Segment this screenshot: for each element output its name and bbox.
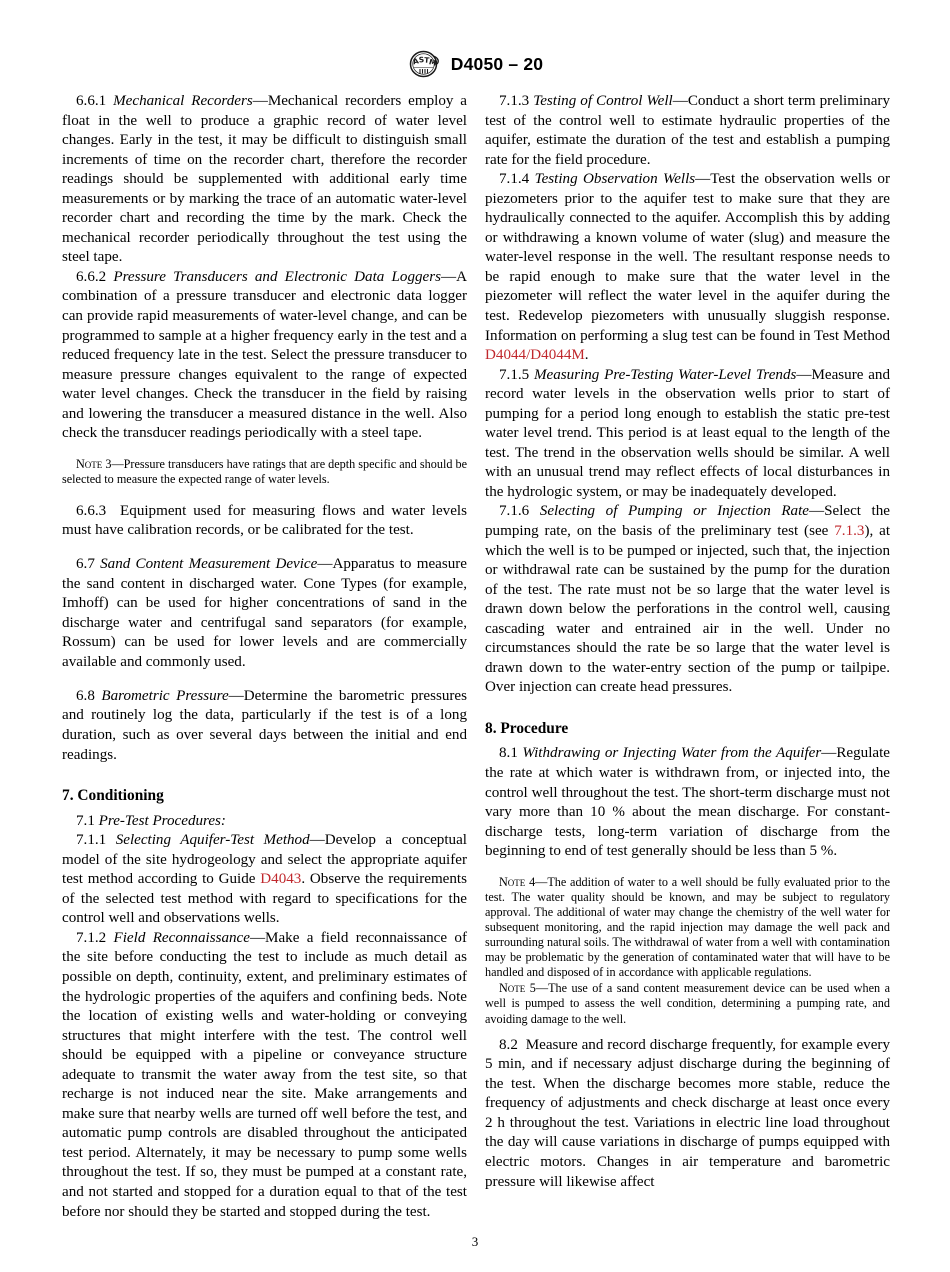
clause-number: 7.1.1 bbox=[76, 832, 107, 849]
note-4 bbox=[485, 875, 890, 981]
clause-text: —Determine the barometric pressures and routinely log the data, particularly if the test is of a long duration, such as over several days between the initial and end readings. bbox=[62, 687, 467, 763]
clause-text: —Mechanical recorders employ a float in the well to produce a graphic record of water level changes. Early in the test, it may be difficult to distinguish small increments of time on the recorder chart, therefore the recorder readings should be supplemented with additional early time measurements or by marking the trace of an automatic water-level recorder chart and recording the time by the mark. Check the mechanical recorder periodically throughout the test using the steel tape. bbox=[62, 93, 468, 266]
clause-number: 8.1 bbox=[499, 745, 518, 762]
note-number: 3 bbox=[105, 456, 112, 471]
paragraph-7-1-4 bbox=[485, 170, 890, 365]
note-number: 4 bbox=[529, 874, 536, 889]
note-3 bbox=[62, 457, 467, 487]
clause-title: Field Reconnaissance bbox=[113, 929, 250, 946]
link-d4043[interactable]: D4043 bbox=[260, 871, 302, 888]
note-label: Note bbox=[76, 456, 103, 471]
clause-number: 7.1.6 bbox=[499, 503, 530, 520]
clause-text: —Conduct a short term preliminary test of the control well to estimate hydraulic properties of the aquifer, estimate the duration of the test and establish a pumping rate for the field procedure. bbox=[485, 93, 890, 168]
clause-number: 6.6.2 bbox=[76, 268, 107, 285]
link-d4044-d4044m[interactable]: D4044/D4044M bbox=[485, 347, 585, 364]
clause-number: 8.2 bbox=[499, 1036, 518, 1053]
clause-title: Pre-Test Procedures: bbox=[98, 812, 226, 829]
paragraph-7-1-1 bbox=[62, 831, 467, 929]
note-label: Note bbox=[499, 874, 526, 889]
note-number: 5 bbox=[529, 981, 536, 996]
note-text: —The use of a sand content measurement device can be used when a well is pumped to assess the well condition, determining a pumping rate, and avoiding damage to the well. bbox=[485, 981, 891, 1026]
paragraph-7-1-5 bbox=[485, 366, 890, 503]
page-number: 3 bbox=[471, 1234, 479, 1249]
clause-title: Measuring Pre-Testing Water-Level Trends bbox=[533, 366, 797, 383]
clause-text: —Regulate the rate at which water is withdrawn from, or injected into, the control well throughout the test. The short-term discharge must not vary more than 10 % about the mean discharge. For constant-discharge tests, long-term variation of discharge from the beginning to end of test generally should be less than 5 %. bbox=[485, 745, 890, 860]
link-clause-7-1-3[interactable]: 7.1.3 bbox=[834, 523, 865, 540]
clause-text: —Make a field reconnaissance of the site before conducting the test to include as much detail as possible on depth, continuity, extent, and preliminary estimates of the hydrologic properties of the aquifers and confining beds. Note the location of existing wells and water-holding or conveying structures that might interfere with the test. The control well should be equipped with a pipeline or conveyance structure adequate to transmit the water away from the test site, so that recharge is not induced near the site. Make arrangements and make sure that nearby wells are turned off well before the test, and automatic pump controls are disabled throughout the anticipated test period. Alternately, it may be necessary to pump some wells throughout the test. If so, they must be pumped at a constant rate, and not started and stopped for a duration equal to that of the test before nor should they be started and stopped during the test. bbox=[62, 929, 467, 1220]
clause-text: Measure and record discharge frequently, for example every 5 min, and if necessary adjust discharge during the beginning of the test. When the discharge becomes more stable, reduce the frequency of adjustments and check discharge at least once every 2 h throughout the test. Variations in electric line load throughout the day will cause variations in discharge of pumps equipped with electric motors. Changes in air temperature and barometric pressure will likewise affect bbox=[485, 1036, 891, 1190]
svg-text:T: T bbox=[423, 55, 430, 65]
clause-title: Testing Observation Wells bbox=[534, 171, 696, 188]
clause-text: Equipment used for measuring flows and water levels must have calibration records, or be calibrated for the test. bbox=[62, 502, 467, 539]
clause-title: Selecting of Pumping or Injection Rate bbox=[539, 503, 809, 520]
clause-text: —A combination of a pressure transducer and electronic data logger can provide rapid measurements of water-level change, and can be programmed to sample at a higher frequency early in the test and a reduced frequency late in the test. Select the pressure transducer to measure pressure changes equivalent to the range of expected water level changes. Check the transducer in the field by raising and lowering the transducer a measured distance in the well. Also check the transducer readings periodically with a steel tape. bbox=[62, 268, 467, 442]
clause-title: Pressure Transducers and Electronic Data Loggers bbox=[113, 268, 441, 285]
clause-title: Sand Content Measurement Device bbox=[100, 556, 318, 573]
paragraph-7-1-3 bbox=[485, 92, 890, 170]
clause-title: Selecting Aquifer-Test Method bbox=[115, 832, 310, 849]
clause-text: —Select the pumping rate, on the basis of the preliminary test (see bbox=[485, 503, 890, 540]
clause-text: —Develop a conceptual model of the site hydrogeology and select the appropriate aquifer test method according to Guide bbox=[62, 832, 467, 888]
paragraph-7-1-2 bbox=[62, 929, 467, 1222]
document-designation: D4050 – 20 bbox=[450, 53, 544, 74]
clause-text: —Apparatus to measure the sand content in discharged water. Cone Types (for example, Imhoff) can be used for higher concentrations of sand in the discharge water and centrifugal sand separators (for example, Rossum) can be used for lower levels and are commercially available and commonly used. bbox=[62, 556, 467, 670]
page-footer bbox=[0, 1234, 950, 1250]
clause-number: 7.1.3 bbox=[499, 93, 530, 109]
page-header bbox=[0, 44, 950, 84]
svg-text:S: S bbox=[418, 55, 425, 65]
astm-logo-icon bbox=[407, 49, 442, 79]
paragraph-8-1 bbox=[485, 744, 890, 861]
paragraph-8-2 bbox=[485, 1036, 890, 1192]
note-text: —The addition of water to a well should be fully evaluated prior to the test. The water quality should be known, and may be subject to regulatory approval. The additional of water may change the chemistry of the well water for subsequent monitoring, and the rapid injection may damage the well pack and surrounding natural soils. The withdrawal of water from a well with contamination may be problematic by the generation of contaminated water that will have to be handled and disposed of in accordance with applicable regulations. bbox=[485, 874, 890, 980]
clause-text-continued: . Observe the requirements of the selected test method with regard to specifications for the control well and observations wells. bbox=[62, 871, 467, 927]
clause-number: 7.1.5 bbox=[499, 366, 530, 383]
section-heading-8: 8. Procedure bbox=[485, 719, 569, 737]
clause-title: Testing of Control Well bbox=[533, 93, 673, 109]
clause-title: Withdrawing or Injecting Water from the Aquifer bbox=[522, 745, 822, 762]
paragraph-6-6-1 bbox=[62, 92, 467, 268]
clause-number: 6.6.3 bbox=[76, 502, 107, 519]
note-label: Note bbox=[499, 981, 526, 996]
clause-number: 7.1.4 bbox=[499, 171, 530, 188]
clause-number: 6.7 bbox=[76, 556, 95, 573]
svg-text:M: M bbox=[427, 57, 438, 68]
clause-number: 7.1.2 bbox=[76, 929, 107, 946]
two-column-body bbox=[62, 92, 890, 1222]
paragraph-7-1-6 bbox=[485, 502, 890, 697]
clause-number: 6.6.1 bbox=[76, 93, 107, 109]
svg-text:A: A bbox=[411, 56, 420, 67]
clause-text-continued: . bbox=[584, 347, 589, 364]
clause-number: 7.1 bbox=[76, 812, 95, 829]
paragraph-6-6-2 bbox=[62, 268, 467, 444]
right-column bbox=[485, 92, 890, 1222]
clause-text: —Measure and record water levels in the observation wells prior to start of pumping for a period long enough to establish the static pre-test water level trend. This period is at least equal to the length of the test. The trend in the observation wells should be similar. A well with an unusual trend may reflect effects of local disturbances in the hydrologic system, or may be inadequately developed. bbox=[485, 366, 890, 500]
clause-text-continued: ), at which the well is to be pumped or injected, such that, the injection or withdrawal rate can be sustained by the pump for the duration of the test. The rate must not be so large that the water level is drawn down below the perforations in the control well, causing cascading water and entrained air in the well. Under no circumstances should the rate be so large that the water level is drawn down to the water-entry section of the pump or tailpipe. Over injection can create head pressures. bbox=[485, 523, 891, 696]
paragraph-6-6-3 bbox=[62, 502, 467, 541]
paragraph-6-7 bbox=[62, 555, 467, 672]
note-5 bbox=[485, 981, 890, 1026]
clause-number: 6.8 bbox=[76, 687, 95, 704]
note-text: —Pressure transducers have ratings that are depth specific and should be selected to measure the expected range of water levels. bbox=[62, 456, 468, 486]
paragraph-7-1 bbox=[62, 812, 467, 832]
section-heading-7: 7. Conditioning bbox=[62, 787, 164, 805]
clause-title: Barometric Pressure bbox=[101, 687, 229, 704]
paragraph-6-8 bbox=[62, 687, 467, 765]
clause-text: —Test the observation wells or piezometers prior to the aquifer test to make sure that they are hydraulically connected to the aquifer. Accomplish this by adding or withdrawing a known volume of water (slug) and measure the water-level response in the well. The resultant response needs to be rapid enough to make sure that the water level in the piezometer will reflect the water level in the aquifer during the test. Redevelop piezometers with unusually sluggish response. Information on performing a slug test can be found in Test Method bbox=[485, 171, 890, 344]
left-column bbox=[62, 92, 467, 1222]
clause-title: Mechanical Recorders bbox=[113, 93, 253, 109]
